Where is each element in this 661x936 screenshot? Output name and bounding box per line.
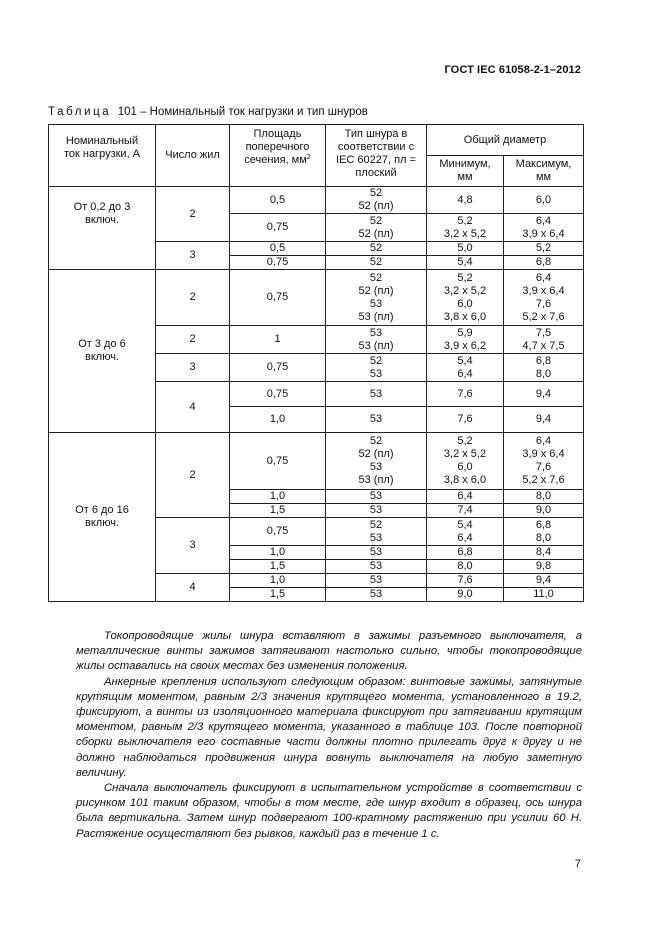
area-cell: 1,0 — [230, 407, 326, 433]
cores-cell: 3 — [156, 242, 230, 270]
max-cell: 6,8 — [504, 256, 584, 270]
min-cell: 7,6 — [427, 574, 504, 588]
area-cell: 0,75 — [230, 433, 326, 490]
header-diameter: Общий диаметр — [427, 125, 584, 156]
cores-cell: 3 — [156, 518, 230, 574]
caption-number: 101 — [117, 106, 137, 118]
max-cell: 6,8 8,0 — [504, 518, 584, 546]
min-cell: 7,6 — [427, 407, 504, 433]
area-cell: 1,5 — [230, 560, 326, 574]
area-cell: 1,5 — [230, 588, 326, 602]
paragraph: Токопроводящие жилы шнура вставляют в зажимы разъемного выключателя, а металлические винты зажимов затягивают настолько сильно, чтобы токопроводящие жилы оставались на своих местах без изменения положения. — [76, 630, 582, 673]
area-cell: 0,75 — [230, 256, 326, 270]
header-min: Минимум, мм — [427, 156, 504, 187]
area-cell: 0,75 — [230, 270, 326, 326]
header-current: Номинальный ток нагрузки, А — [49, 125, 156, 187]
min-cell: 5,0 — [427, 242, 504, 256]
paragraph: Анкерные крепления используют следующим образом: винтовые зажимы, затянутые крутящим моментом, равным 2/3 значения крутящего момента, установленного в 19.2, фиксируют, а винты из изоляционного материала фиксируют при затягивании крутящим моментом, равным 2/3 крутящего момента, указанного в таблице 103. После повторной сборки выключателя его составные части должны плотно прилегать друг к другу и не должно наблюдаться продвижения шнура вовнуть выключателя на любую заметную величину. — [76, 675, 582, 779]
max-cell: 8,0 — [504, 490, 584, 504]
max-cell: 9,4 — [504, 574, 584, 588]
cord-cell: 53 — [326, 490, 427, 504]
cord-table — [48, 124, 584, 602]
min-cell: 5,4 6,4 — [427, 518, 504, 546]
body-text — [76, 629, 582, 842]
min-cell: 6,4 — [427, 490, 504, 504]
max-cell: 9,4 — [504, 382, 584, 407]
header-max: Максимум, мм — [504, 156, 584, 187]
cores-cell: 2 — [156, 326, 230, 354]
cord-cell: 53 — [326, 574, 427, 588]
cord-cell: 52 52 (пл) — [326, 214, 427, 242]
cord-cell: 52 — [326, 242, 427, 256]
cores-cell: 2 — [156, 270, 230, 326]
max-cell: 9,4 — [504, 407, 584, 433]
max-cell: 7,5 4,7 x 7,5 — [504, 326, 584, 354]
max-cell: 5,2 — [504, 242, 584, 256]
max-cell: 11,0 — [504, 588, 584, 602]
page-number: 7 — [574, 858, 581, 870]
max-cell: 6,4 3,9 x 6,4 — [504, 214, 584, 242]
min-cell: 8,0 — [427, 560, 504, 574]
area-cell: 1,0 — [230, 574, 326, 588]
area-cell: 1,0 — [230, 490, 326, 504]
cord-cell: 52 — [326, 256, 427, 270]
area-cell: 0,5 — [230, 242, 326, 256]
group-current-cell: От 6 до 16 включ. — [49, 433, 156, 602]
min-cell: 5,9 3,9 x 6,2 — [427, 326, 504, 354]
document-header: ГОСТ IEC 61058-2-1–2012 — [444, 64, 581, 76]
caption-label: Таблица — [48, 106, 112, 118]
area-cell: 0,75 — [230, 354, 326, 382]
area-cell: 1,5 — [230, 504, 326, 518]
max-cell: 6,8 8,0 — [504, 354, 584, 382]
header-area: Площадь поперечного сечения, $мм^2$ — [230, 125, 326, 187]
cores-cell: 2 — [156, 433, 230, 518]
cores-cell: 4 — [156, 574, 230, 602]
cores-cell: 3 — [156, 354, 230, 382]
min-cell: 6,8 — [427, 546, 504, 560]
area-cell: 0,75 — [230, 382, 326, 407]
area-cell: 1,0 — [230, 546, 326, 560]
max-cell: 6,0 — [504, 187, 584, 214]
header-cores: Число жил — [156, 125, 230, 187]
min-cell: 5,4 — [427, 256, 504, 270]
cord-cell: 53 — [326, 382, 427, 407]
cord-cell: 53 — [326, 560, 427, 574]
cord-cell: 53 53 (пл) — [326, 326, 427, 354]
max-cell: 8,4 — [504, 546, 584, 560]
max-cell: 9,8 — [504, 560, 584, 574]
min-cell: 9,0 — [427, 588, 504, 602]
max-cell: 6,4 3,9 x 6,4 7,6 5,2 x 7,6 — [504, 433, 584, 490]
min-cell: 5,2 3,2 x 5,2 6,0 3,8 x 6,0 — [427, 433, 504, 490]
cord-cell: 52 52 (пл) 53 53 (пл) — [326, 433, 427, 490]
min-cell: 5,4 6,4 — [427, 354, 504, 382]
cord-cell: 52 52 (пл) — [326, 187, 427, 214]
min-cell: 7,6 — [427, 382, 504, 407]
cord-cell: 52 52 (пл) 53 53 (пл) — [326, 270, 427, 326]
cord-cell: 52 53 — [326, 354, 427, 382]
cores-cell: 4 — [156, 382, 230, 433]
group-current-cell: От 0,2 до 3 включ. — [49, 187, 156, 270]
area-cell: 0,75 — [230, 214, 326, 242]
max-cell: 6,4 3,9 x 6,4 7,6 5,2 x 7,6 — [504, 270, 584, 326]
cores-cell: 2 — [156, 187, 230, 242]
header-cord-type: Тип шнура в соответствии с IEC 60227, пл = плоский — [326, 125, 427, 187]
min-cell: 5,2 3,2 x 5,2 — [427, 214, 504, 242]
min-cell: 5,2 3,2 x 5,2 6,0 3,8 x 6,0 — [427, 270, 504, 326]
cord-cell: 52 53 — [326, 518, 427, 546]
min-cell: 7,4 — [427, 504, 504, 518]
group-current-cell: От 3 до 6 включ. — [49, 270, 156, 433]
max-cell: 9,0 — [504, 504, 584, 518]
area-cell: 0,75 — [230, 518, 326, 546]
cord-cell: 53 — [326, 546, 427, 560]
cord-cell: 53 — [326, 504, 427, 518]
cord-cell: 53 — [326, 588, 427, 602]
area-cell: 0,5 — [230, 187, 326, 214]
min-cell: 4,8 — [427, 187, 504, 214]
table-caption — [48, 106, 368, 118]
caption-title: – Номинальный ток нагрузки и тип шнуров — [140, 106, 368, 118]
area-cell: 1 — [230, 326, 326, 354]
cord-cell: 53 — [326, 407, 427, 433]
paragraph: Сначала выключатель фиксируют в испытательном устройстве в соответствии с рисунком 101 таким образом, чтобы в том месте, где шнур входит в образец, ось шнура была вертикальна. Затем шнур подвергают 100-кратному растяжению при усилии 60 Н. Растяжение осуществляют без рывков, каждый раз в течение 1 с. — [76, 782, 582, 840]
